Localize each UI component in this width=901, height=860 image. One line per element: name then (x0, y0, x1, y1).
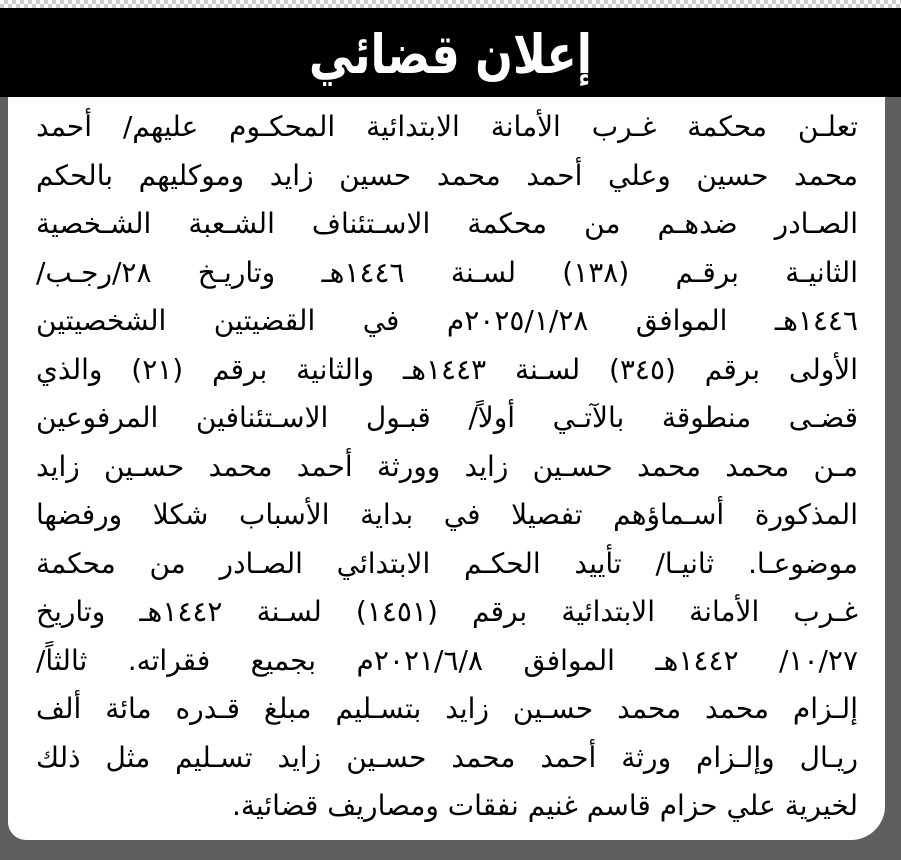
notice-line: موضوعـا. ثانيـا/ تأييد الحكـم الابتدائي الصـادر من محكمة (36, 546, 858, 580)
notice-line: إلـزام محمد محمد حسـين زايد بتسـليم مبلغ قـدره مائة ألف (36, 692, 858, 725)
notice-line: مـن محمد محمد حسـين زايد وورثة أحمد محمد حسـين زايد (36, 449, 858, 483)
notice-body (36, 103, 858, 831)
notice-line: محمد حسين وعلي أحمد محمد حسين زايد وموكليهم بالحكم (36, 158, 858, 192)
notice-line: غـرب الأمانة الابتدائية برقم (١٤٥١) لسـنة ١٤٤٢هـ وتاريخ (36, 595, 858, 628)
notice-line: تعلـن محكمة غـرب الأمانة الابتدائية المحكـوم عليهم/ أحمد (36, 110, 858, 143)
notice-line: الثانيـة برقـم (١٣٨) لسـنة ١٤٤٦هـ وتاريـخ ٢٨/رجـب/ (36, 255, 858, 289)
notice-title: إعلان قضائي (309, 22, 592, 86)
notice-line: الصـادر ضدهـم من محكمة الاسـتئناف الشـعبة الشـخصية (36, 207, 858, 240)
notice-line: ١٤٤٦هـ الموافق ٢٠٢٥/١/٢٨م في القضيتين الشخصيتين (36, 304, 858, 337)
notice-panel (8, 97, 885, 840)
notice-line-last: لخيرية علي حزام قاسم غنيم نفقات ومصاريف قضائية. (232, 789, 858, 822)
notice-line: المذكورة أسـماؤهم تفصيلا في بداية الأسباب شكلا ورفضها (36, 498, 858, 531)
notice-line: الأولى برقم (٣٤٥) لسـنة ١٤٤٣هـ والثانية برقم (٢١) والذي (36, 352, 858, 386)
notice-header (0, 8, 901, 97)
notice-line: ١٠/٢٧/ ١٤٤٢هـ الموافق ٢٠٢١/٦/٨م بجميع فقراته. ثالثاً/ (36, 643, 859, 677)
transparency-strip (0, 0, 901, 8)
notice-line: قضـى منطوقة بالآتـي أولاً/ قبـول الاسـتئنافين المرفوعين (36, 401, 858, 434)
notice-line: ريـال وإلـزام ورثة أحمد محمد حسـين زايد تسـليم مثل ذلك (36, 740, 858, 774)
